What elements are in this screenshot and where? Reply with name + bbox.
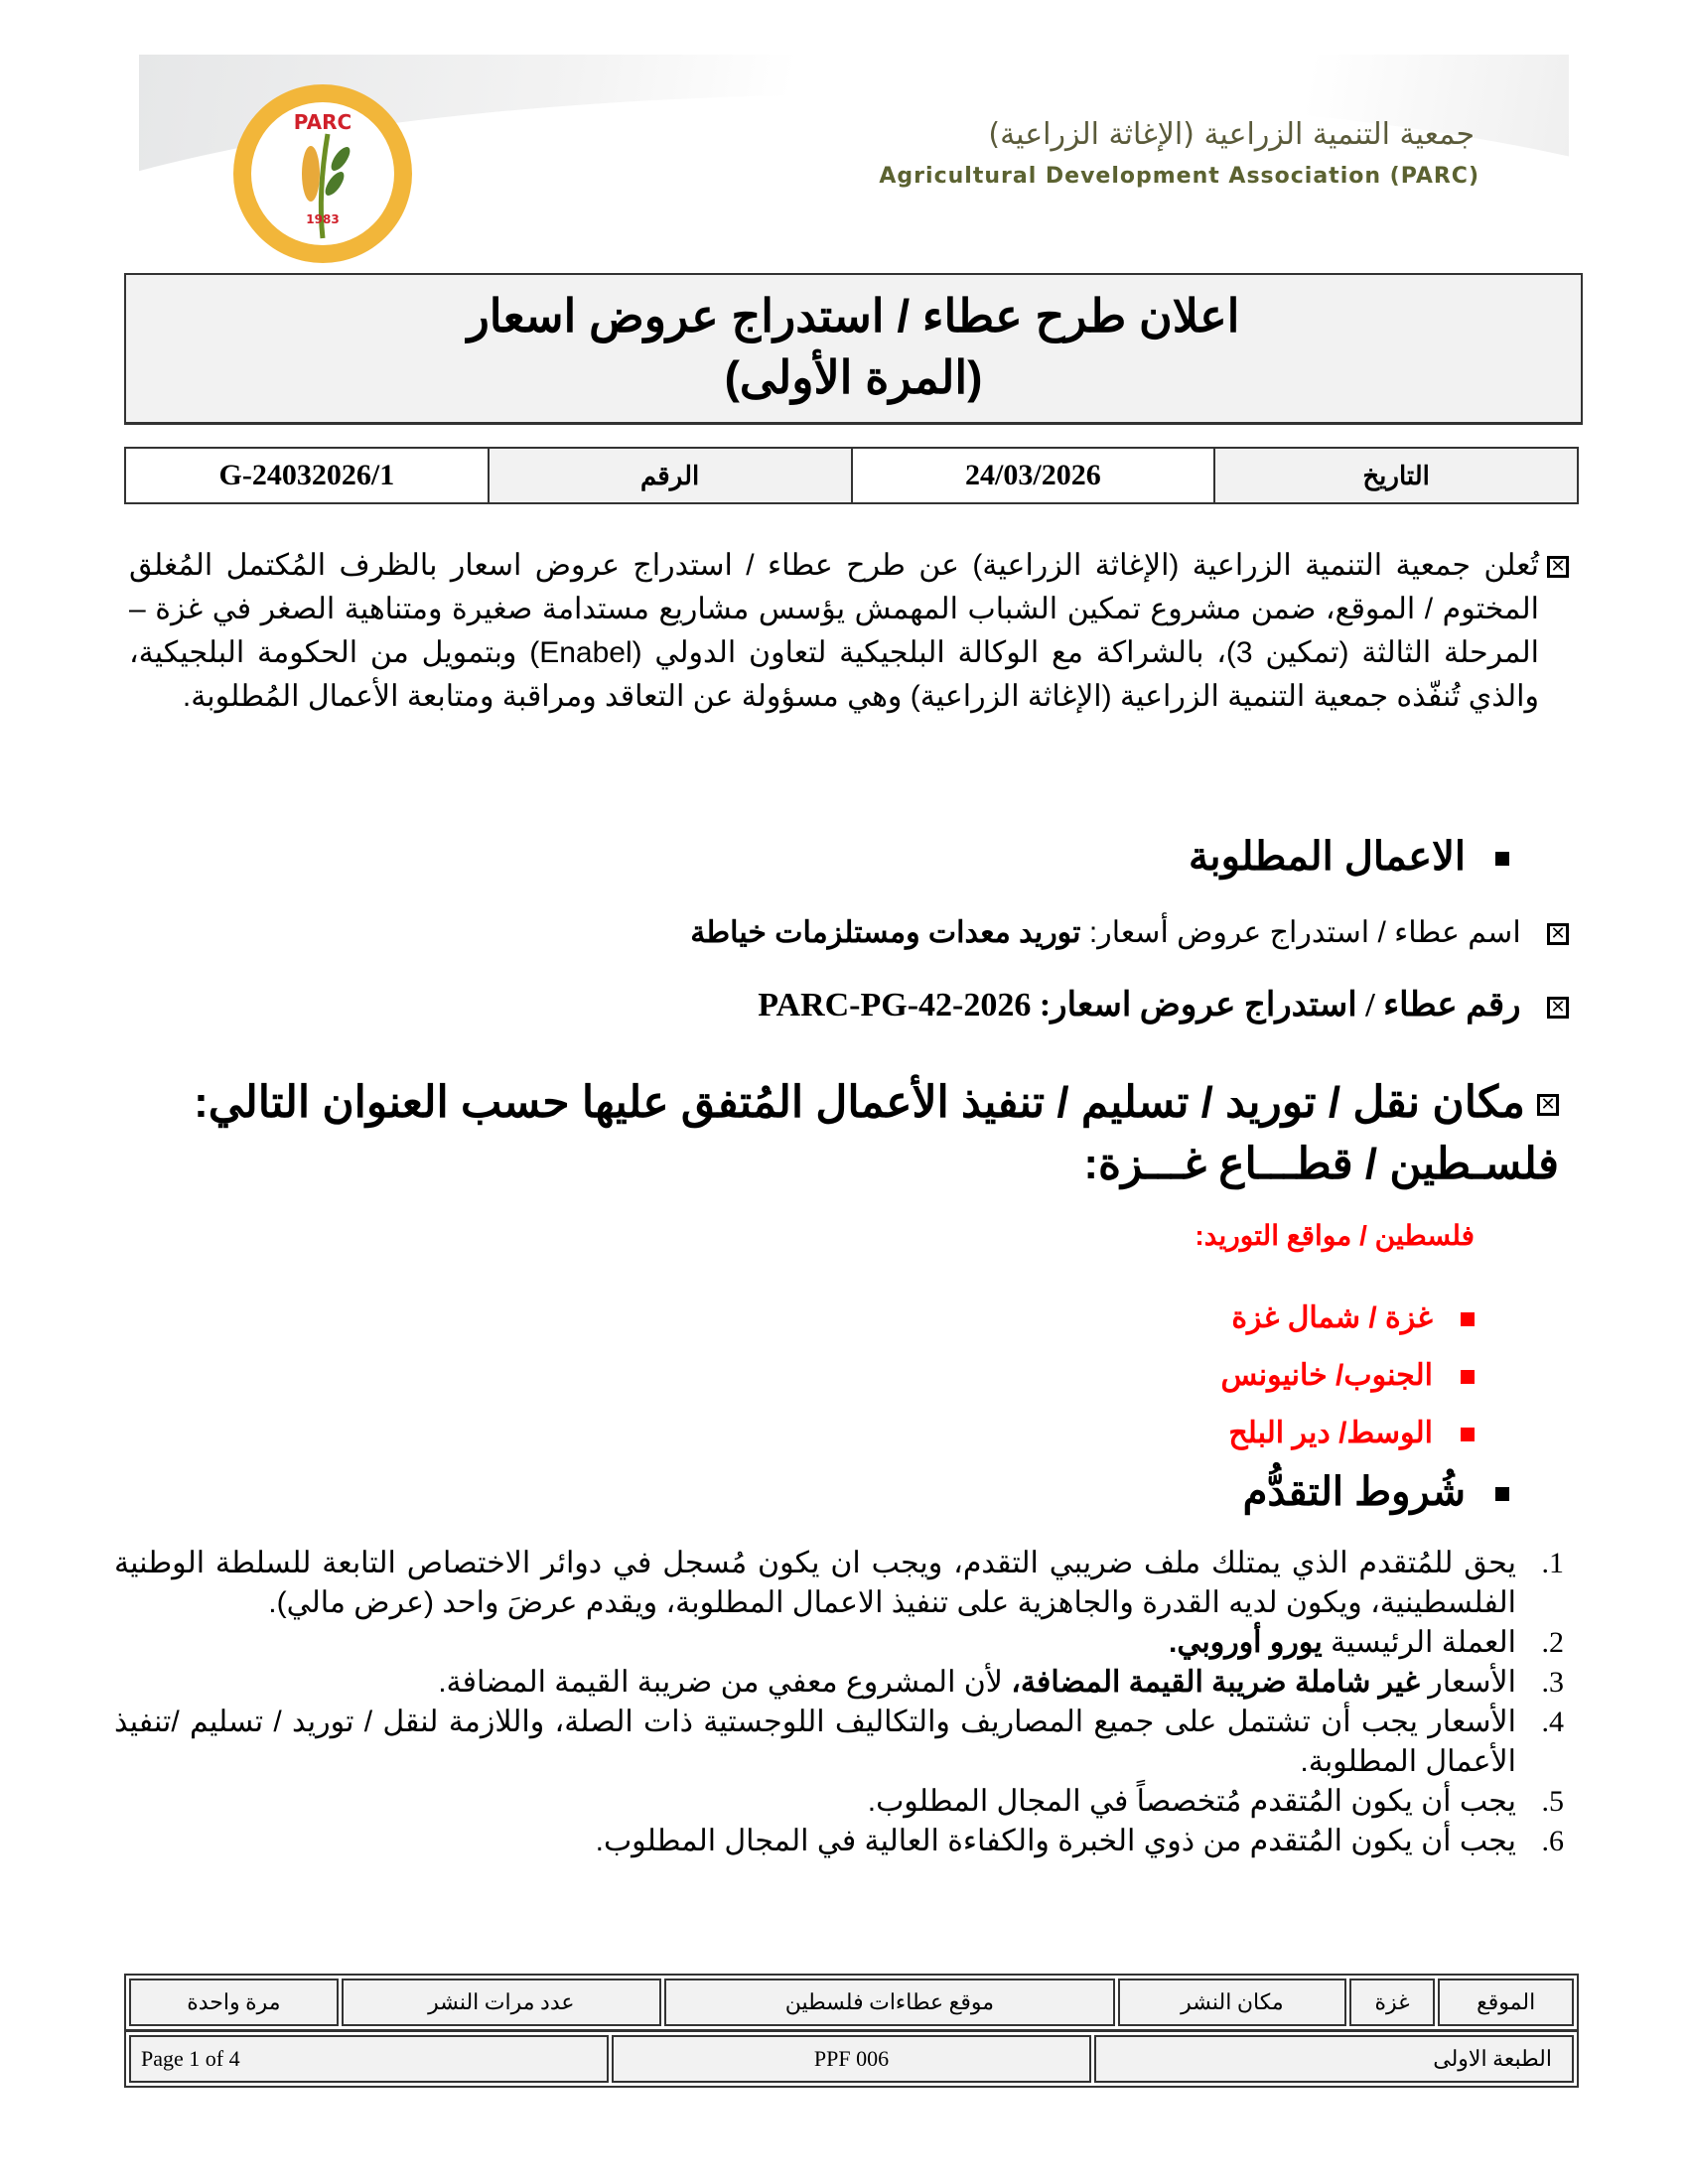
org-name-en: Agricultural Development Association (PARC) bbox=[879, 164, 1479, 189]
footer-cell: عدد مرات النشر bbox=[342, 1979, 661, 2026]
supply-location: الجنوب/ خانيونس bbox=[1221, 1358, 1476, 1416]
tender-number-value: PARC-PG-42-2026 bbox=[758, 987, 1032, 1024]
conditions-heading: شُروط التقدُّم bbox=[1243, 1469, 1509, 1515]
conditions-list bbox=[114, 1544, 1564, 1861]
square-bullet-icon bbox=[1461, 1312, 1475, 1326]
tender-name-label: اسم عطاء / استدراج عروض أسعار: bbox=[1088, 916, 1521, 949]
square-bullet-icon bbox=[1495, 852, 1509, 866]
meta-table bbox=[124, 447, 1579, 504]
square-bullet-icon bbox=[1461, 1370, 1475, 1384]
tender-number-row bbox=[758, 985, 1569, 1024]
org-name-ar: جمعية التنمية الزراعية (الإغاثة الزراعية) bbox=[988, 117, 1475, 152]
tender-name-value: توريد معدات ومستلزمات خياطة bbox=[690, 916, 1081, 949]
condition-item: 4. الأسعار يجب أن تشتمل على جميع المصاريف والتكاليف اللوجستية ذات الصلة، واللازمة لنقل / توريد / تسليم /تنفيذ الأعمال المطلوبة. bbox=[114, 1706, 1564, 1778]
square-bullet-icon bbox=[1495, 1487, 1509, 1501]
parc-logo-icon bbox=[223, 74, 422, 273]
checked-box-icon: ✕ bbox=[1547, 997, 1569, 1019]
delivery-place bbox=[129, 1072, 1559, 1195]
tender-number-label: رقم عطاء / استدراج عروض اسعار: bbox=[1039, 987, 1521, 1024]
square-bullet-icon bbox=[1461, 1428, 1475, 1441]
page-title: اعلان طرح عطاء / استدراج عروض اسعار bbox=[467, 290, 1240, 341]
intro-text: تُعلن جمعية التنمية الزراعية (الإغاثة الزراعية) عن طرح عطاء / استدراج عروض اسعار بالظرف المُكتمل المُغلق المختوم / الموقع، ضمن مشروع تمكين الشباب المهمش يؤسس مشاريع مستدامة صغيرة ومتناهية الصغر في غزة – المرحلة الثالثة (تمكين 3)، بالشراكة مع الوكالة البلجيكية لتعاون الدولي (Enabel) وبتمويل من الحكومة البلجيكية، والذي تُنفّذه جمعية التنمية الزراعية (الإغاثة الزراعية) وهي مسؤولة عن التعاقد ومراقبة ومتابعة الأعمال المُطلوبة. bbox=[129, 549, 1539, 713]
intro-paragraph bbox=[129, 544, 1566, 719]
logo-year: 1983 bbox=[306, 212, 340, 226]
place-line1: مكان نقل / توريد / تسليم / تنفيذ الأعمال المُتفق عليها حسب العنوان التالي: bbox=[194, 1078, 1525, 1127]
place-line2: فلسـطين / قطـــاع غـــزة: bbox=[1083, 1140, 1559, 1188]
condition-item: 1. يحق للمُتقدم الذي يمتلك ملف ضريبي التقدم، ويجب ان يكون مُسجل في دوائر الاختصاص التابعة للسلطة الوطنية الفلسطينية، ويكون لديه القدرة والجاهزية على تنفيذ الاعمال المطلوبة، ويقدم عرضَ واحد (عرض مالي). bbox=[114, 1547, 1564, 1619]
condition-item: 3. الأسعار غير شاملة ضريبة القيمة المضافة، لأن المشروع معفي من ضريبة القيمة المضافة. bbox=[438, 1666, 1564, 1699]
condition-item: 6. يجب أن يكون المُتقدم من ذوي الخبرة والكفاءة العالية في المجال المطلوب. bbox=[595, 1825, 1564, 1857]
supply-location: غزة / شمال غزة bbox=[1221, 1300, 1476, 1358]
works-heading: الاعمال المطلوبة bbox=[1189, 834, 1509, 880]
number-value: G-24032026/1 bbox=[125, 448, 489, 503]
checked-box-icon: ✕ bbox=[1547, 556, 1569, 578]
date-label: التاريخ bbox=[1214, 448, 1578, 503]
tender-name-row bbox=[690, 915, 1569, 950]
footer-cell: الموقع bbox=[1438, 1979, 1574, 2026]
logo-text: PARC bbox=[293, 110, 352, 134]
footer-publication-table bbox=[124, 1974, 1579, 2031]
supply-title: فلسطين / مواقع التوريد: bbox=[1195, 1220, 1475, 1251]
footer-cell: مكان النشر bbox=[1118, 1979, 1346, 2026]
number-label: الرقم bbox=[489, 448, 852, 503]
condition-item: 2. العملة الرئيسية يورو أوروبي. bbox=[1169, 1626, 1564, 1659]
footer-cell: مرة واحدة bbox=[129, 1979, 339, 2026]
page-number: Page 1 of 4 bbox=[129, 2035, 609, 2083]
page-subtitle: (المرة الأولى) bbox=[724, 351, 983, 403]
supply-locations bbox=[1221, 1300, 1476, 1473]
checked-box-icon: ✕ bbox=[1537, 1094, 1559, 1116]
edition-label: الطبعة الاولى bbox=[1094, 2035, 1574, 2083]
checked-box-icon: ✕ bbox=[1547, 923, 1569, 945]
supply-location: الوسط/ دير البلح bbox=[1221, 1416, 1476, 1473]
condition-item: 5. يجب أن يكون المُتقدم مُتخصصاً في المجال المطلوب. bbox=[867, 1785, 1564, 1818]
footer-cell: غزة bbox=[1349, 1979, 1435, 2026]
date-value: 24/03/2026 bbox=[852, 448, 1215, 503]
footer-cell: موقع عطاءات فلسطين bbox=[664, 1979, 1115, 2026]
title-box bbox=[124, 273, 1583, 425]
form-code: PPF 006 bbox=[612, 2035, 1091, 2083]
footer-page-table bbox=[124, 2030, 1579, 2088]
